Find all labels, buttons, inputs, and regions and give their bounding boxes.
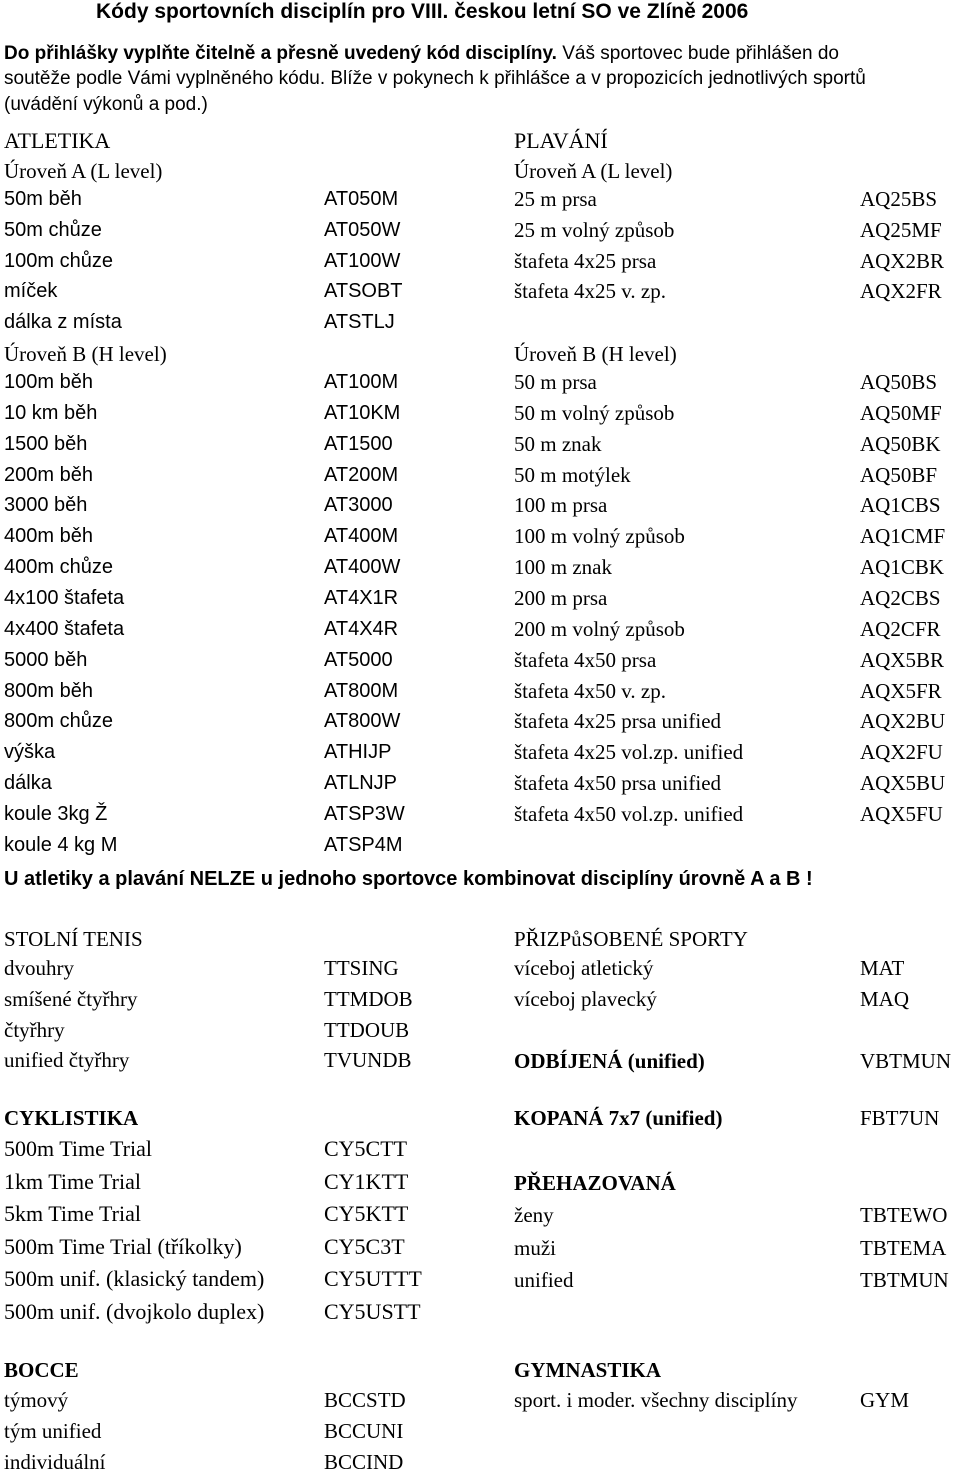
prehazovana-heading: PŘEHAZOVANÁ [514, 1171, 676, 1195]
atletika-discipline-code: AT10KM [324, 401, 401, 424]
bocce-discipline-name: individuální [4, 1449, 106, 1474]
plavani-discipline-name: štafeta 4x25 prsa [514, 248, 657, 273]
plavani-discipline-code: AQX5FR [860, 678, 942, 703]
atletika-discipline-code: ATSP4M [324, 833, 403, 856]
bocce-discipline-code: BCCUNI [324, 1418, 404, 1443]
atletika-discipline-name: 200m běh [4, 463, 93, 486]
plavani-discipline-name: štafeta 4x50 v. zp. [514, 678, 667, 703]
prehazovana-discipline-code: TBTMUN [860, 1268, 949, 1293]
prizpusobene-heading: PŘIZPůSOBENÉ SPORTY [514, 927, 748, 951]
atletika-discipline-code: ATSTLJ [324, 311, 395, 334]
atletika-discipline-name: 4x400 štafeta [4, 617, 125, 640]
plavani-discipline-name: štafeta 4x50 prsa [514, 647, 657, 672]
atletika-discipline-code: AT1500 [324, 432, 393, 455]
gymnastika-discipline-code: GYM [860, 1388, 910, 1412]
stolni-tenis-heading: STOLNÍ TENIS [4, 927, 143, 951]
atletika-discipline-name: dálka z místa [4, 311, 122, 334]
cyklistika-heading: CYKLISTIKA [4, 1106, 139, 1130]
plavani-discipline-code: AQ1CMF [860, 524, 946, 549]
plavani-level-a: Úroveň A (L level) [514, 159, 673, 183]
plavani-discipline-code: AQ1CBK [860, 555, 945, 580]
atletika-discipline-name: koule 4 kg M [4, 833, 118, 856]
atletika-discipline-name: 4x100 štafeta [4, 586, 125, 609]
stolni-tenis-discipline-name: čtyřhry [4, 1017, 65, 1042]
plavani-discipline-code: AQX5FU [860, 801, 943, 826]
cyklistika-discipline-name: 5km Time Trial [4, 1201, 141, 1227]
atletika-discipline-code: AT100W [324, 249, 401, 272]
atletika-discipline-name: 1500 běh [4, 432, 88, 455]
plavani-discipline-name: 200 m prsa [514, 585, 608, 610]
plavani-discipline-name: 200 m volný způsob [514, 616, 685, 641]
plavani-discipline-name: 100 m volný způsob [514, 524, 685, 549]
plavani-discipline-code: AQ50BS [860, 370, 938, 394]
atletika-discipline-code: AT4X4R [324, 617, 399, 640]
cyklistika-discipline-code: CY1KTT [324, 1168, 409, 1194]
gymnastika-heading: GYMNASTIKA [514, 1358, 662, 1382]
plavani-discipline-name: štafeta 4x25 prsa unified [514, 709, 722, 734]
bocce-discipline-name: týmový [4, 1388, 69, 1412]
stolni-tenis-discipline-code: TTMDOB [324, 986, 413, 1011]
cyklistika-discipline-name: 500m Time Trial (tříkolky) [4, 1233, 242, 1259]
atletika-discipline-code: AT3000 [324, 494, 393, 517]
plavani-discipline-code: AQX2BR [860, 248, 945, 273]
atletika-discipline-name: 400m chůze [4, 556, 113, 579]
plavani-discipline-name: 50 m znak [514, 431, 602, 456]
atletika-discipline-name: 100m běh [4, 371, 93, 393]
atletika-discipline-name: dálka [4, 772, 52, 795]
plavani-level-b: Úroveň B (H level) [514, 342, 677, 366]
plavani-discipline-code: AQX5BR [860, 647, 945, 672]
prizpusobene-discipline-name: víceboj atletický [514, 956, 654, 980]
atletika-discipline-name: 100m chůze [4, 249, 113, 272]
stolni-tenis-discipline-code: TTDOUB [324, 1017, 410, 1042]
stolni-tenis-discipline-name: dvouhry [4, 956, 74, 980]
cyklistika-discipline-code: CY5C3T [324, 1233, 405, 1259]
atletika-discipline-code: AT400M [324, 525, 399, 548]
prizpusobene-discipline-name: víceboj plavecký [514, 986, 657, 1011]
cyklistika-discipline-code: CY5UTTT [324, 1266, 422, 1292]
prehazovana-discipline-name: unified [514, 1268, 574, 1293]
bocce-heading: BOCCE [4, 1358, 79, 1382]
plavani-discipline-name: štafeta 4x25 vol.zp. unified [514, 740, 744, 765]
atletika-discipline-code: ATHIJP [324, 741, 392, 764]
plavani-discipline-code: AQ25MF [860, 217, 942, 242]
atletika-level-b: Úroveň B (H level) [4, 342, 167, 366]
plavani-discipline-name: štafeta 4x50 vol.zp. unified [514, 801, 744, 826]
prehazovana-discipline-name: muži [514, 1235, 556, 1260]
plavani-discipline-name: štafeta 4x25 v. zp. [514, 279, 667, 304]
odbijena-code: VBTMUN [860, 1049, 952, 1073]
atletika-heading: ATLETIKA [4, 128, 111, 153]
plavani-discipline-code: AQ2CFR [860, 616, 941, 641]
prizpusobene-discipline-code: MAT [860, 956, 905, 980]
atletika-discipline-name: 800m chůze [4, 710, 113, 733]
plavani-discipline-name: 50 m motýlek [514, 462, 631, 487]
cyklistika-discipline-code: CY5USTT [324, 1299, 421, 1324]
plavani-discipline-name: 25 m prsa [514, 187, 597, 211]
atletika-discipline-code: ATSOBT [324, 280, 403, 303]
atletika-discipline-name: 50m chůze [4, 218, 102, 241]
atletika-discipline-code: AT050W [324, 218, 401, 241]
plavani-discipline-name: 50 m volný způsob [514, 400, 675, 425]
plavani-discipline-code: AQ50BF [860, 462, 938, 487]
plavani-discipline-name: 100 m znak [514, 555, 612, 580]
atletika-discipline-code: AT050M [324, 188, 399, 210]
cyklistika-discipline-code: CY5CTT [324, 1136, 408, 1161]
intro-bold-text: Do přihlášky vyplňte čitelně a přesně uvedený kód disciplíny. [4, 43, 557, 64]
atletika-discipline-code: AT200M [324, 463, 399, 486]
cyklistika-discipline-code: CY5KTT [324, 1201, 409, 1227]
intro-line-3: (uvádění výkonů a pod.) [4, 94, 208, 115]
atletika-discipline-name: 800m běh [4, 679, 93, 702]
plavani-discipline-code: AQ2CBS [860, 585, 941, 610]
atletika-discipline-code: AT800M [324, 679, 399, 702]
plavani-discipline-code: AQ50MF [860, 400, 942, 425]
bocce-discipline-name: tým unified [4, 1418, 102, 1443]
atletika-discipline-code: AT5000 [324, 648, 393, 671]
kopana-code: FBT7UN [860, 1106, 940, 1130]
plavani-discipline-name: 50 m prsa [514, 370, 597, 394]
stolni-tenis-discipline-name: smíšené čtyřhry [4, 986, 138, 1011]
combination-warning: U atletiky a plavání NELZE u jednoho sportovce kombinovat disciplíny úrovně A a B ! [4, 868, 813, 890]
prehazovana-discipline-code: TBTEWO [860, 1203, 948, 1227]
atletika-discipline-code: AT100M [324, 371, 399, 393]
atletika-discipline-name: míček [4, 280, 58, 303]
plavani-discipline-code: AQX2BU [860, 709, 946, 734]
atletika-discipline-name: koule 3kg Ž [4, 802, 108, 825]
plavani-discipline-code: AQ50BK [860, 431, 941, 456]
atletika-discipline-name: 10 km běh [4, 401, 98, 424]
intro-line-2: soutěže podle Vámi vyplněného kódu. Blíže v pokynech k přihlášce a v propozicích jednotlivých sportů [4, 68, 866, 89]
bocce-discipline-code: BCCSTD [324, 1388, 406, 1412]
cyklistika-discipline-name: 500m unif. (klasický tandem) [4, 1266, 265, 1292]
kopana-name: KOPANÁ 7x7 (unified) [514, 1106, 723, 1130]
atletika-discipline-name: 400m běh [4, 525, 93, 548]
plavani-discipline-code: AQ1CBS [860, 493, 941, 518]
gymnastika-discipline-name: sport. i moder. všechny disciplíny [514, 1388, 798, 1412]
atletika-discipline-code: AT800W [324, 710, 401, 733]
prizpusobene-discipline-code: MAQ [860, 986, 910, 1011]
atletika-discipline-code: AT400W [324, 556, 401, 579]
stolni-tenis-discipline-name: unified čtyřhry [4, 1048, 130, 1073]
atletika-discipline-name: 5000 běh [4, 648, 88, 671]
plavani-heading: PLAVÁNÍ [514, 128, 608, 153]
intro-text: Váš sportovec bude přihlášen do [556, 43, 839, 64]
atletika-discipline-code: ATSP3W [324, 802, 405, 825]
plavani-discipline-name: 25 m volný způsob [514, 217, 675, 242]
prehazovana-discipline-code: TBTEMA [860, 1235, 947, 1260]
plavani-discipline-name: štafeta 4x50 prsa unified [514, 771, 722, 796]
page-title: Kódy sportovních disciplín pro VIII. českou letní SO ve Zlíně 2006 [96, 0, 749, 23]
atletika-level-a: Úroveň A (L level) [4, 159, 163, 183]
atletika-discipline-code: AT4X1R [324, 586, 399, 609]
cyklistika-discipline-name: 500m unif. (dvojkolo duplex) [4, 1299, 265, 1324]
plavani-discipline-code: AQ25BS [860, 187, 938, 211]
atletika-discipline-name: 3000 běh [4, 494, 88, 517]
prehazovana-discipline-name: ženy [514, 1203, 554, 1227]
atletika-discipline-code: ATLNJP [324, 772, 397, 795]
bocce-discipline-code: BCCIND [324, 1449, 404, 1474]
odbijena-name: ODBÍJENÁ (unified) [514, 1049, 705, 1073]
stolni-tenis-discipline-code: TVUNDB [324, 1048, 412, 1073]
plavani-discipline-name: 100 m prsa [514, 493, 608, 518]
plavani-discipline-code: AQX5BU [860, 771, 946, 796]
atletika-discipline-name: 50m běh [4, 188, 82, 210]
plavani-discipline-code: AQX2FU [860, 740, 943, 765]
cyklistika-discipline-name: 1km Time Trial [4, 1168, 141, 1194]
plavani-discipline-code: AQX2FR [860, 279, 942, 304]
stolni-tenis-discipline-code: TTSING [324, 956, 399, 980]
atletika-discipline-name: výška [4, 741, 56, 764]
cyklistika-discipline-name: 500m Time Trial [4, 1136, 152, 1161]
